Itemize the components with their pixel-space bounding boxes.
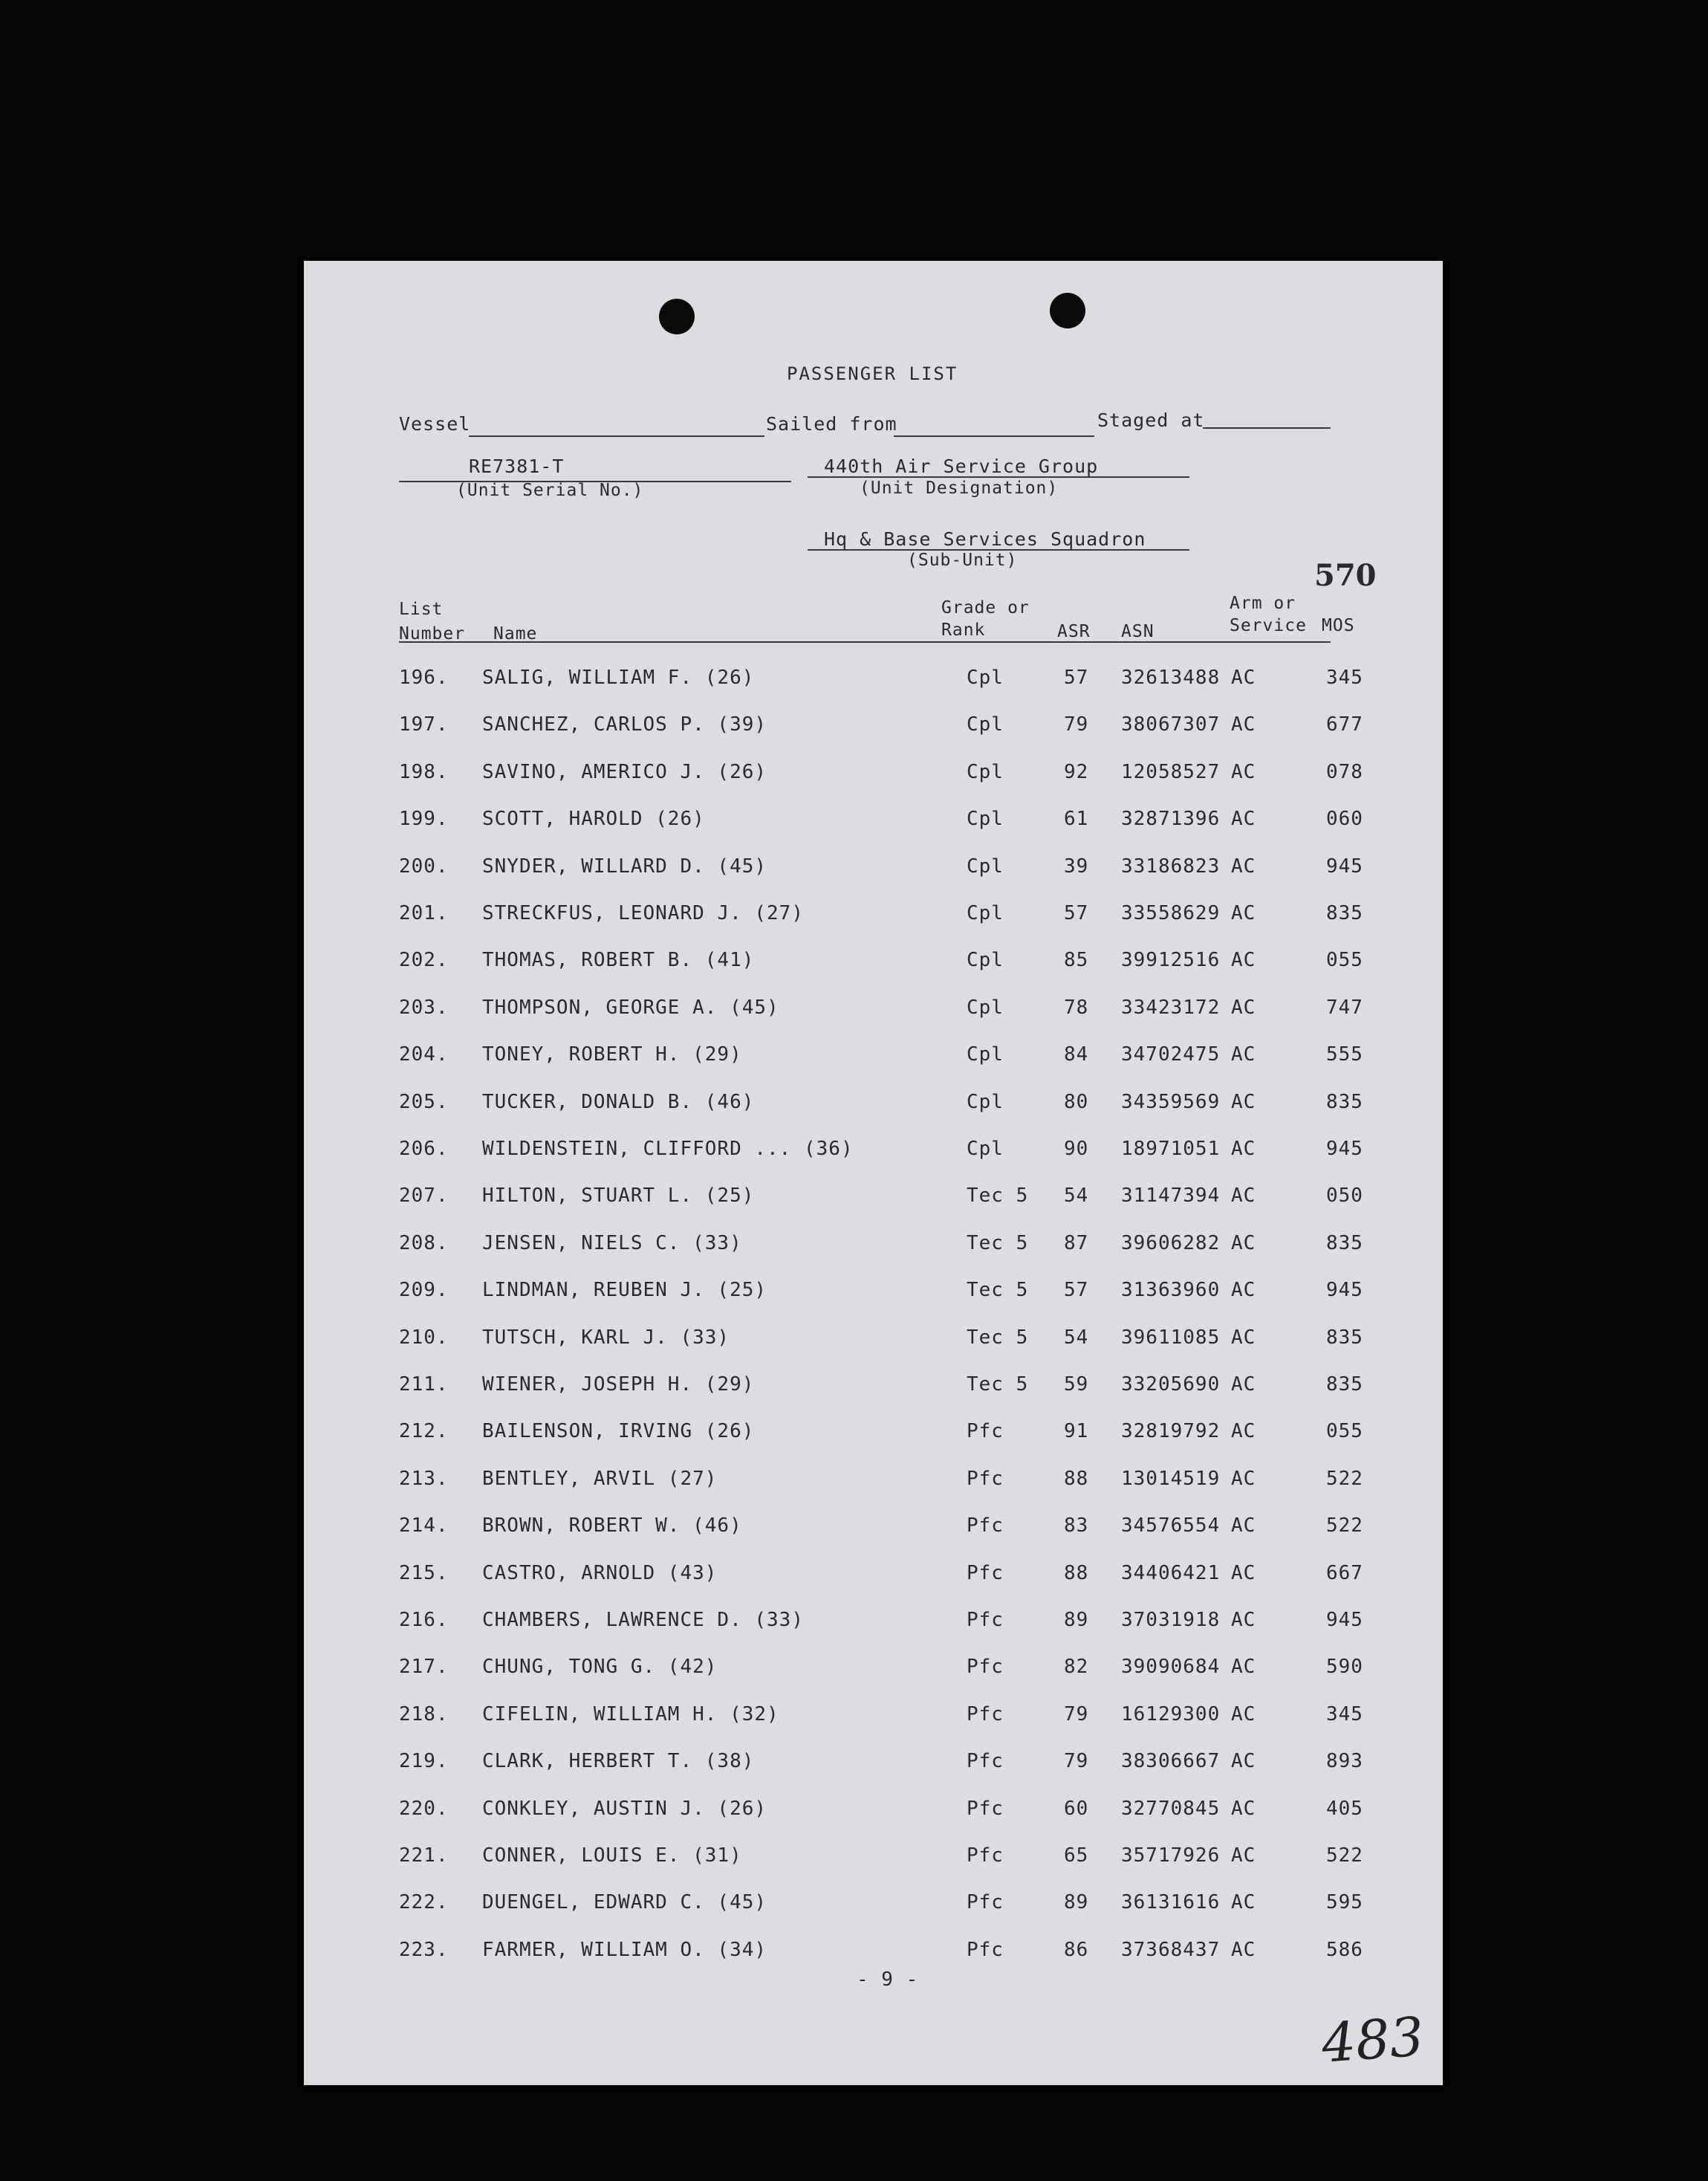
cell-asn: 39912516 <box>1121 949 1221 971</box>
table-row <box>304 1091 1443 1121</box>
cell-rank: Pfc <box>967 1891 1004 1913</box>
cell-asr: 83 <box>1064 1514 1089 1537</box>
cell-asr: 60 <box>1064 1798 1089 1820</box>
table-row <box>304 1750 1443 1780</box>
cell-rank: Pfc <box>967 1609 1004 1631</box>
table-row <box>304 1043 1443 1073</box>
cell-num: 196. <box>399 667 449 689</box>
cell-rank: Cpl <box>967 1091 1004 1113</box>
cell-name: THOMAS, ROBERT B. (41) <box>482 949 755 971</box>
cell-rank: Cpl <box>967 808 1004 830</box>
staged-at-label: Staged at <box>1097 409 1205 431</box>
cell-asn: 36131616 <box>1121 1891 1221 1913</box>
cell-num: 212. <box>399 1420 449 1442</box>
unit-designation-value: 440th Air Service Group <box>824 456 1099 477</box>
cell-asr: 88 <box>1064 1562 1089 1584</box>
unit-designation-line <box>808 476 1189 478</box>
cell-num: 216. <box>399 1609 449 1631</box>
cell-asn: 12058527 <box>1121 761 1221 783</box>
cell-asn: 38067307 <box>1121 713 1221 736</box>
header-service: Service <box>1230 616 1307 635</box>
table-row <box>304 1326 1443 1356</box>
cell-asn: 32871396 <box>1121 808 1221 830</box>
table-row <box>304 1939 1443 1968</box>
unit-serial-value: RE7381-T <box>469 456 565 477</box>
cell-name: TUCKER, DONALD B. (46) <box>482 1091 755 1113</box>
cell-num: 205. <box>399 1091 449 1113</box>
cell-num: 210. <box>399 1326 449 1349</box>
cell-name: STRECKFUS, LEONARD J. (27) <box>482 902 804 924</box>
cell-name: LINDMAN, REUBEN J. (25) <box>482 1279 767 1301</box>
cell-asr: 85 <box>1064 949 1089 971</box>
punch-hole <box>1050 293 1085 328</box>
cell-arm: AC <box>1231 1326 1256 1349</box>
cell-num: 215. <box>399 1562 449 1584</box>
cell-asn: 33558629 <box>1121 902 1221 924</box>
cell-mos: 667 <box>1326 1562 1363 1584</box>
cell-rank: Cpl <box>967 1138 1004 1160</box>
stamped-number: 570 <box>1314 558 1377 593</box>
cell-name: SCOTT, HAROLD (26) <box>482 808 705 830</box>
cell-asr: 86 <box>1064 1939 1089 1961</box>
cell-name: CIFELIN, WILLIAM H. (32) <box>482 1703 779 1725</box>
cell-asr: 88 <box>1064 1468 1089 1490</box>
cell-name: CONNER, LOUIS E. (31) <box>482 1844 742 1867</box>
cell-rank: Tec 5 <box>967 1185 1029 1207</box>
cell-name: HILTON, STUART L. (25) <box>482 1185 755 1207</box>
table-row <box>304 949 1443 979</box>
cell-arm: AC <box>1231 996 1256 1019</box>
cell-arm: AC <box>1231 1043 1256 1066</box>
page-number: - 9 - <box>857 1968 919 1991</box>
cell-num: 198. <box>399 761 449 783</box>
cell-mos: 835 <box>1326 902 1363 924</box>
cell-arm: AC <box>1231 1891 1256 1913</box>
cell-name: WILDENSTEIN, CLIFFORD ... (36) <box>482 1138 854 1160</box>
cell-asn: 34406421 <box>1121 1562 1221 1584</box>
cell-mos: 405 <box>1326 1798 1363 1820</box>
cell-arm: AC <box>1231 1091 1256 1113</box>
cell-mos: 595 <box>1326 1891 1363 1913</box>
cell-name: THOMPSON, GEORGE A. (45) <box>482 996 779 1019</box>
cell-rank: Pfc <box>967 1798 1004 1820</box>
cell-rank: Cpl <box>967 996 1004 1019</box>
cell-asn: 37368437 <box>1121 1939 1221 1961</box>
sub-unit-value: Hq & Base Services Squadron <box>824 528 1146 550</box>
cell-asn: 39606282 <box>1121 1232 1221 1254</box>
cell-name: SAVINO, AMERICO J. (26) <box>482 761 767 783</box>
header-asr: ASR <box>1057 622 1091 641</box>
cell-rank: Cpl <box>967 855 1004 878</box>
handwritten-number: 483 <box>1319 2005 1426 2075</box>
cell-arm: AC <box>1231 1279 1256 1301</box>
cell-num: 209. <box>399 1279 449 1301</box>
sailed-from-label: Sailed from <box>766 413 897 435</box>
table-row <box>304 1656 1443 1685</box>
cell-mos: 055 <box>1326 1420 1363 1442</box>
cell-rank: Cpl <box>967 713 1004 736</box>
cell-name: BROWN, ROBERT W. (46) <box>482 1514 742 1537</box>
cell-arm: AC <box>1231 1656 1256 1678</box>
cell-asr: 89 <box>1064 1609 1089 1631</box>
cell-asr: 54 <box>1064 1185 1089 1207</box>
header-asn: ASN <box>1121 622 1155 641</box>
unit-designation-caption: (Unit Designation) <box>860 479 1059 498</box>
cell-mos: 586 <box>1326 1939 1363 1961</box>
cell-rank: Cpl <box>967 949 1004 971</box>
cell-arm: AC <box>1231 761 1256 783</box>
cell-name: DUENGEL, EDWARD C. (45) <box>482 1891 767 1913</box>
table-row <box>304 1514 1443 1544</box>
table-row <box>304 1468 1443 1497</box>
cell-asr: 92 <box>1064 761 1089 783</box>
cell-name: CLARK, HERBERT T. (38) <box>482 1750 755 1772</box>
cell-asr: 91 <box>1064 1420 1089 1442</box>
cell-num: 221. <box>399 1844 449 1867</box>
cell-rank: Tec 5 <box>967 1232 1029 1254</box>
cell-rank: Tec 5 <box>967 1279 1029 1301</box>
vessel-blank-line <box>469 435 764 437</box>
table-row <box>304 1891 1443 1921</box>
cell-mos: 835 <box>1326 1373 1363 1396</box>
table-row <box>304 713 1443 743</box>
vessel-label: Vessel <box>399 413 471 435</box>
cell-num: 211. <box>399 1373 449 1396</box>
cell-mos: 945 <box>1326 855 1363 878</box>
cell-arm: AC <box>1231 1798 1256 1820</box>
cell-mos: 893 <box>1326 1750 1363 1772</box>
header-number: Number <box>399 624 466 644</box>
cell-rank: Pfc <box>967 1656 1004 1678</box>
cell-asr: 39 <box>1064 855 1089 878</box>
cell-name: CASTRO, ARNOLD (43) <box>482 1562 718 1584</box>
cell-num: 213. <box>399 1468 449 1490</box>
cell-rank: Pfc <box>967 1420 1004 1442</box>
cell-name: BAILENSON, IRVING (26) <box>482 1420 755 1442</box>
cell-asn: 32819792 <box>1121 1420 1221 1442</box>
header-grade: Grade or <box>941 598 1030 618</box>
cell-asn: 34359569 <box>1121 1091 1221 1113</box>
cell-asn: 34576554 <box>1121 1514 1221 1537</box>
cell-mos: 945 <box>1326 1279 1363 1301</box>
cell-num: 208. <box>399 1232 449 1254</box>
header-name: Name <box>493 624 538 644</box>
cell-asn: 32613488 <box>1121 667 1221 689</box>
cell-name: SNYDER, WILLARD D. (45) <box>482 855 767 878</box>
cell-asr: 61 <box>1064 808 1089 830</box>
sub-unit-caption: (Sub-Unit) <box>907 551 1018 570</box>
cell-arm: AC <box>1231 713 1256 736</box>
cell-rank: Cpl <box>967 761 1004 783</box>
table-row <box>304 902 1443 932</box>
cell-name: SANCHEZ, CARLOS P. (39) <box>482 713 767 736</box>
cell-arm: AC <box>1231 1373 1256 1396</box>
table-row <box>304 1279 1443 1309</box>
document-page <box>304 261 1443 2085</box>
table-row <box>304 1562 1443 1592</box>
cell-arm: AC <box>1231 1185 1256 1207</box>
cell-num: 202. <box>399 949 449 971</box>
punch-hole <box>659 299 695 334</box>
cell-mos: 747 <box>1326 996 1363 1019</box>
cell-mos: 522 <box>1326 1514 1363 1537</box>
cell-asn: 39090684 <box>1121 1656 1221 1678</box>
cell-mos: 078 <box>1326 761 1363 783</box>
cell-arm: AC <box>1231 1562 1256 1584</box>
cell-asn: 33205690 <box>1121 1373 1221 1396</box>
cell-arm: AC <box>1231 1750 1256 1772</box>
cell-num: 200. <box>399 855 449 878</box>
cell-asn: 32770845 <box>1121 1798 1221 1820</box>
cell-rank: Pfc <box>967 1844 1004 1867</box>
table-row <box>304 855 1443 885</box>
cell-rank: Cpl <box>967 1043 1004 1066</box>
header-arm: Arm or <box>1230 594 1296 613</box>
cell-arm: AC <box>1231 667 1256 689</box>
cell-name: FARMER, WILLIAM O. (34) <box>482 1939 767 1961</box>
cell-rank: Cpl <box>967 667 1004 689</box>
cell-name: BENTLEY, ARVIL (27) <box>482 1468 718 1490</box>
cell-num: 223. <box>399 1939 449 1961</box>
table-row <box>304 1420 1443 1450</box>
cell-rank: Tec 5 <box>967 1326 1029 1349</box>
cell-rank: Pfc <box>967 1703 1004 1725</box>
cell-num: 220. <box>399 1798 449 1820</box>
cell-mos: 060 <box>1326 808 1363 830</box>
cell-name: TONEY, ROBERT H. (29) <box>482 1043 742 1066</box>
cell-name: CHUNG, TONG G. (42) <box>482 1656 718 1678</box>
table-row <box>304 1844 1443 1874</box>
cell-rank: Pfc <box>967 1468 1004 1490</box>
cell-asr: 90 <box>1064 1138 1089 1160</box>
unit-serial-caption: (Unit Serial No.) <box>456 481 644 500</box>
cell-num: 201. <box>399 902 449 924</box>
cell-asr: 54 <box>1064 1326 1089 1349</box>
cell-arm: AC <box>1231 1609 1256 1631</box>
cell-mos: 050 <box>1326 1185 1363 1207</box>
cell-mos: 835 <box>1326 1091 1363 1113</box>
cell-mos: 945 <box>1326 1609 1363 1631</box>
table-row <box>304 1798 1443 1827</box>
cell-asn: 33186823 <box>1121 855 1221 878</box>
cell-asn: 37031918 <box>1121 1609 1221 1631</box>
cell-arm: AC <box>1231 808 1256 830</box>
cell-num: 219. <box>399 1750 449 1772</box>
sailed-from-blank-line <box>894 435 1094 437</box>
cell-asn: 39611085 <box>1121 1326 1221 1349</box>
table-row <box>304 996 1443 1026</box>
cell-mos: 522 <box>1326 1844 1363 1867</box>
cell-name: CHAMBERS, LAWRENCE D. (33) <box>482 1609 804 1631</box>
cell-asr: 82 <box>1064 1656 1089 1678</box>
cell-arm: AC <box>1231 902 1256 924</box>
cell-rank: Pfc <box>967 1562 1004 1584</box>
cell-num: 222. <box>399 1891 449 1913</box>
table-row <box>304 808 1443 837</box>
cell-mos: 522 <box>1326 1468 1363 1490</box>
cell-asr: 78 <box>1064 996 1089 1019</box>
cell-num: 217. <box>399 1656 449 1678</box>
cell-mos: 677 <box>1326 713 1363 736</box>
cell-arm: AC <box>1231 1232 1256 1254</box>
header-list: List <box>399 600 444 619</box>
table-row <box>304 1232 1443 1262</box>
cell-asn: 13014519 <box>1121 1468 1221 1490</box>
cell-num: 204. <box>399 1043 449 1066</box>
cell-asr: 59 <box>1064 1373 1089 1396</box>
cell-rank: Pfc <box>967 1939 1004 1961</box>
cell-num: 207. <box>399 1185 449 1207</box>
cell-num: 214. <box>399 1514 449 1537</box>
cell-asn: 16129300 <box>1121 1703 1221 1725</box>
cell-mos: 590 <box>1326 1656 1363 1678</box>
cell-asn: 38306667 <box>1121 1750 1221 1772</box>
cell-asr: 57 <box>1064 1279 1089 1301</box>
cell-mos: 835 <box>1326 1232 1363 1254</box>
cell-asr: 57 <box>1064 667 1089 689</box>
cell-mos: 345 <box>1326 667 1363 689</box>
cell-name: SALIG, WILLIAM F. (26) <box>482 667 755 689</box>
cell-num: 197. <box>399 713 449 736</box>
cell-asn: 35717926 <box>1121 1844 1221 1867</box>
table-row <box>304 1185 1443 1214</box>
cell-arm: AC <box>1231 1514 1256 1537</box>
cell-asr: 80 <box>1064 1091 1089 1113</box>
cell-rank: Pfc <box>967 1750 1004 1772</box>
cell-asr: 65 <box>1064 1844 1089 1867</box>
cell-asr: 79 <box>1064 1750 1089 1772</box>
cell-asr: 89 <box>1064 1891 1089 1913</box>
table-row <box>304 1373 1443 1403</box>
cell-arm: AC <box>1231 855 1256 878</box>
cell-name: JENSEN, NIELS C. (33) <box>482 1232 742 1254</box>
cell-arm: AC <box>1231 1939 1256 1961</box>
cell-asr: 79 <box>1064 713 1089 736</box>
table-row <box>304 667 1443 696</box>
cell-mos: 945 <box>1326 1138 1363 1160</box>
cell-num: 218. <box>399 1703 449 1725</box>
staged-at-blank-line <box>1203 427 1331 429</box>
cell-asn: 18971051 <box>1121 1138 1221 1160</box>
header-rule <box>399 641 1331 643</box>
cell-name: TUTSCH, KARL J. (33) <box>482 1326 730 1349</box>
table-row <box>304 1703 1443 1733</box>
cell-num: 199. <box>399 808 449 830</box>
cell-num: 206. <box>399 1138 449 1160</box>
cell-asn: 34702475 <box>1121 1043 1221 1066</box>
cell-asr: 87 <box>1064 1232 1089 1254</box>
cell-arm: AC <box>1231 949 1256 971</box>
cell-arm: AC <box>1231 1468 1256 1490</box>
header-rank: Rank <box>941 620 986 640</box>
cell-asn: 33423172 <box>1121 996 1221 1019</box>
table-row <box>304 761 1443 791</box>
document-title: PASSENGER LIST <box>787 363 958 384</box>
cell-asr: 57 <box>1064 902 1089 924</box>
header-mos: MOS <box>1322 616 1355 635</box>
cell-arm: AC <box>1231 1138 1256 1160</box>
cell-rank: Tec 5 <box>967 1373 1029 1396</box>
cell-name: WIENER, JOSEPH H. (29) <box>482 1373 755 1396</box>
cell-mos: 055 <box>1326 949 1363 971</box>
cell-asn: 31147394 <box>1121 1185 1221 1207</box>
cell-num: 203. <box>399 996 449 1019</box>
cell-asr: 84 <box>1064 1043 1089 1066</box>
cell-rank: Pfc <box>967 1514 1004 1537</box>
cell-arm: AC <box>1231 1844 1256 1867</box>
cell-name: CONKLEY, AUSTIN J. (26) <box>482 1798 767 1820</box>
table-row <box>304 1609 1443 1639</box>
table-row <box>304 1138 1443 1167</box>
cell-mos: 345 <box>1326 1703 1363 1725</box>
cell-arm: AC <box>1231 1703 1256 1725</box>
cell-arm: AC <box>1231 1420 1256 1442</box>
cell-rank: Cpl <box>967 902 1004 924</box>
cell-mos: 835 <box>1326 1326 1363 1349</box>
cell-asn: 31363960 <box>1121 1279 1221 1301</box>
cell-mos: 555 <box>1326 1043 1363 1066</box>
cell-asr: 79 <box>1064 1703 1089 1725</box>
